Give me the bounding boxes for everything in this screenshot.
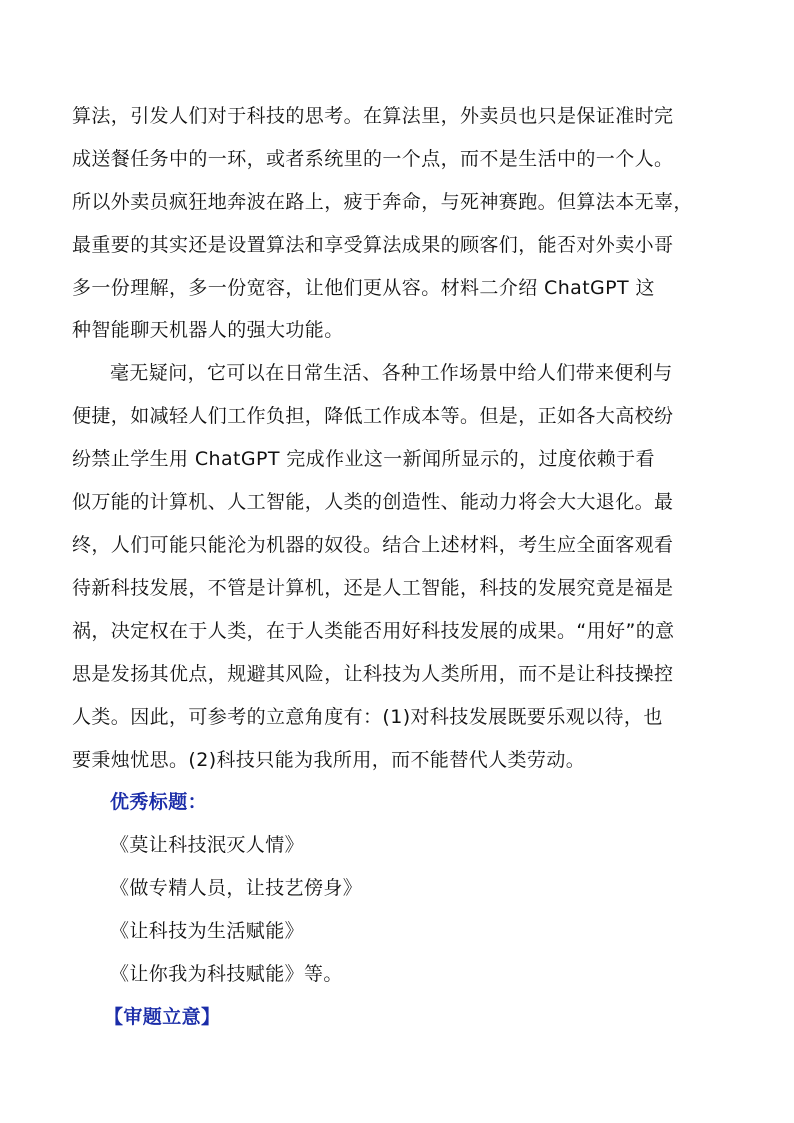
paragraph-line: 最重要的其实还是设置算法和享受算法成果的顾客们，能否对外卖小哥: [72, 234, 674, 256]
paragraph-line: 待新科技发展，不管是计算机，还是人工智能，科技的发展究竟是福是: [72, 577, 674, 599]
title-item: 《莫让科技泯灭人情》: [110, 834, 305, 856]
paragraph-line: 要秉烛忧思。(2)科技只能为我所用，而不能替代人类劳动。: [72, 749, 586, 771]
excellent-titles-heading: 优秀标题：: [110, 791, 208, 813]
title-item: 《让你我为科技赋能》等。: [110, 963, 343, 985]
paragraph-line: 终，人们可能只能沦为机器的奴役。结合上述材料，考生应全面客观看: [72, 534, 674, 556]
section-heading: 【审题立意】: [104, 1006, 221, 1028]
paragraph-line: 成送餐任务中的一环，或者系统里的一个点，而不是生活中的一个人。: [72, 148, 674, 170]
paragraph-line: 纷禁止学生用 ChatGPT 完成作业这一新闻所显示的，过度依赖于看: [72, 448, 655, 470]
paragraph-line: 祸，决定权在于人类，在于人类能否用好科技发展的成果。“用好”的意: [72, 620, 675, 642]
paragraph-line: 所以外卖员疯狂地奔波在路上，疲于奔命，与死神赛跑。但算法本无辜，: [72, 191, 693, 213]
title-item: 《让科技为生活赋能》: [110, 920, 305, 942]
title-item: 《做专精人员，让技艺傍身》: [110, 877, 363, 899]
paragraph-line: 算法，引发人们对于科技的思考。在算法里，外卖员也只是保证准时完: [72, 105, 674, 127]
paragraph-line: 人类。因此，可参考的立意角度有：(1)对科技发展既要乐观以待，也: [72, 706, 663, 728]
paragraph-line: 多一份理解，多一份宽容，让他们更从容。材料二介绍 ChatGPT 这: [72, 277, 655, 299]
paragraph-line: 便捷，如减轻人们工作负担，降低工作成本等。但是，正如各大高校纷: [72, 405, 674, 427]
paragraph-line: 似万能的计算机、人工智能，人类的创造性、能动力将会大大退化。最: [72, 491, 674, 513]
paragraph-line: 种智能聊天机器人的强大功能。: [72, 319, 344, 341]
paragraph-line: 毫无疑问，它可以在日常生活、各种工作场景中给人们带来便利与: [110, 362, 673, 384]
paragraph-line: 思是发扬其优点，规避其风险，让科技为人类所用，而不是让科技操控: [72, 663, 674, 685]
